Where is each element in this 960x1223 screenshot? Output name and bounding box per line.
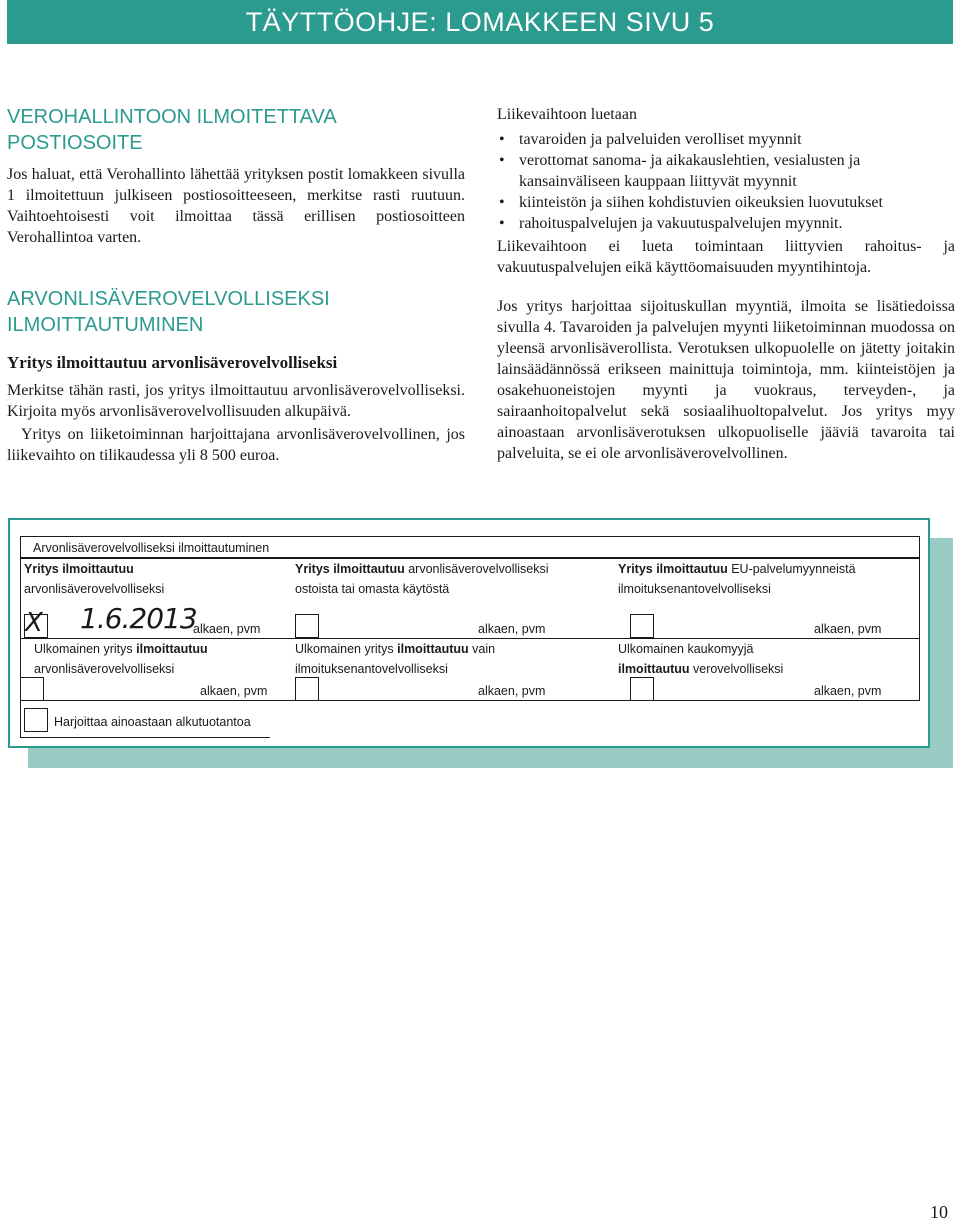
label-bold: Yritys ilmoittautuu [618,562,728,576]
col3-label [618,562,856,576]
label-bold: Yritys ilmoittautuu [295,562,405,576]
start-date-value[interactable]: 1.6.2013 [80,602,197,635]
list-item: • tavaroiden ja palveluiden verolliset myynnit [519,129,955,150]
label-rest: arvonlisäverovelvolliseksi [404,562,549,576]
col5-label-2: ilmoituksenantovelvolliseksi [295,662,448,676]
turnover-list [497,129,955,234]
primary-production-checkbox[interactable] [24,708,48,732]
turnover-exclusion: Liikevaihtoon ei lueta toimintaan liittyvien rahoitus- ja vakuutuspalvelujen eikä käyttöomaisuuden myyntihintoja. [497,238,955,276]
from-date-label: alkaen, pvm [814,622,882,636]
from-date-label: alkaen, pvm [193,622,261,636]
page-number: 10 [930,1202,948,1222]
turnover-intro: Liikevaihtoon luetaan [497,106,637,123]
heading-line: ARVONLISÄVEROVELVOLLISEKSI [7,288,330,310]
label-bold: ilmoittautuu [136,642,208,656]
heading-line: POSTIOSOITE [7,132,143,154]
from-date-label: alkaen, pvm [814,684,882,698]
label-rest: EU-palvelumyynneistä [727,562,856,576]
col6-label: Ulkomainen kaukomyyjä [618,642,754,656]
col4-label-2: arvonlisäverovelvolliseksi [34,662,175,676]
left-column [7,104,465,466]
eu-services-checkbox[interactable] [630,614,654,638]
form-title: Arvonlisäverovelvolliseksi ilmoittautuminen [20,536,920,558]
section-heading-vat [7,286,465,338]
col2-label [295,562,549,576]
divider [919,558,920,638]
list-item: • verottomat sanoma- ja aikakauslehtien, vesialusten ja kansainväliseen kauppaan liittyvät myynnit [519,150,955,192]
divider [20,638,920,639]
postal-text: Jos haluat, että Verohallinto lähettää yrityksen postit lomakkeen sivulla 1 ilmoitettuun julkiseen postiosoitteeseen, merkitse rasti ruutuun. Vaihtoehtoisesti voit ilmoittaa tässä erillisen postiosoitteen Verohallintoa varten. [7,166,465,246]
col1-label-2: arvonlisäverovelvolliseksi [24,582,165,596]
distance-seller-checkbox[interactable] [630,677,654,701]
col3-label-2: ilmoituksenantovelvolliseksi [618,582,771,596]
label-rest: Ulkomainen yritys [34,642,137,656]
label-rest: Ulkomainen yritys [295,642,398,656]
divider [20,737,270,738]
section-heading-postal [7,104,465,156]
col4-label [34,642,208,656]
primary-production-label: Harjoittaa ainoastaan alkutuotantoa [54,715,251,729]
gold-paragraph: Jos yritys harjoittaa sijoituskullan myyntiä, ilmoita se lisätiedoissa sivulla 4. Tavaroiden ja palvelujen myynti liiketoiminnan muodossa on yleensä arvonlisäverollista. Verotuksen ulkopuolelle on jätetty joitakin lainsäädännössä erikseen mainittuja toimintoja, mm. kiinteistöjen ja osakehuoneistojen myynti ja vuokraus, terveyden-, ja sairaanhoitopalvelut sekä sosiaalihuoltopalvelut. Jos yritys myy ainoastaan arvonlisäverotuksen ulkopuoliselle jääviä tavaroita tai palveluita, se ei ole arvonlisäverovelvollinen. [497,298,955,462]
col6-label-2 [618,662,783,676]
list-item: • rahoituspalvelujen ja vakuutuspalvelujen myynnit. [519,213,955,234]
check-mark-icon: X [25,608,43,638]
divider [919,638,920,700]
label-bold: ilmoittautuu [397,642,469,656]
label-bold: ilmoittautuu [618,662,690,676]
from-date-label: alkaen, pvm [478,622,546,636]
heading-line: VEROHALLINTOON ILMOITETTAVA [7,106,337,128]
page-banner: TÄYTTÖOHJE: LOMAKKEEN SIVU 5 [7,0,953,44]
label-rest: vain [468,642,496,656]
from-date-label: alkaen, pvm [478,684,546,698]
vat-text-2: Yritys on liiketoiminnan harjoittajana arvonlisäverovelvollinen, jos liikevaihto on tilikaudessa yli 8 500 euroa. [7,426,465,464]
foreign-vat-checkbox[interactable] [20,677,44,701]
vat-registration-form [8,518,930,748]
vat-subheading: Yritys ilmoittautuu arvonlisäverovelvolliseksi [7,353,338,372]
vat-text-1: Merkitse tähän rasti, jos yritys ilmoittautuu arvonlisäverovelvolliseksi. Kirjoita myös arvonlisäverovelvollisuuden alkupäivä. [7,382,465,420]
col1-label [24,562,134,576]
divider [20,558,21,738]
list-item: • kiinteistön ja siihen kohdistuvien oikeuksien luovutukset [519,192,955,213]
col2-label-2: ostoista tai omasta käytöstä [295,582,450,596]
right-column [497,104,955,464]
divider [20,558,920,559]
purchases-checkbox[interactable] [295,614,319,638]
from-date-label: alkaen, pvm [200,684,268,698]
col5-label [295,642,495,656]
label-rest: verovelvolliseksi [689,662,784,676]
foreign-reporting-checkbox[interactable] [295,677,319,701]
label-bold: Yritys ilmoittautuu [24,562,134,576]
heading-line: ILMOITTAUTUMINEN [7,314,204,336]
divider [20,700,920,701]
